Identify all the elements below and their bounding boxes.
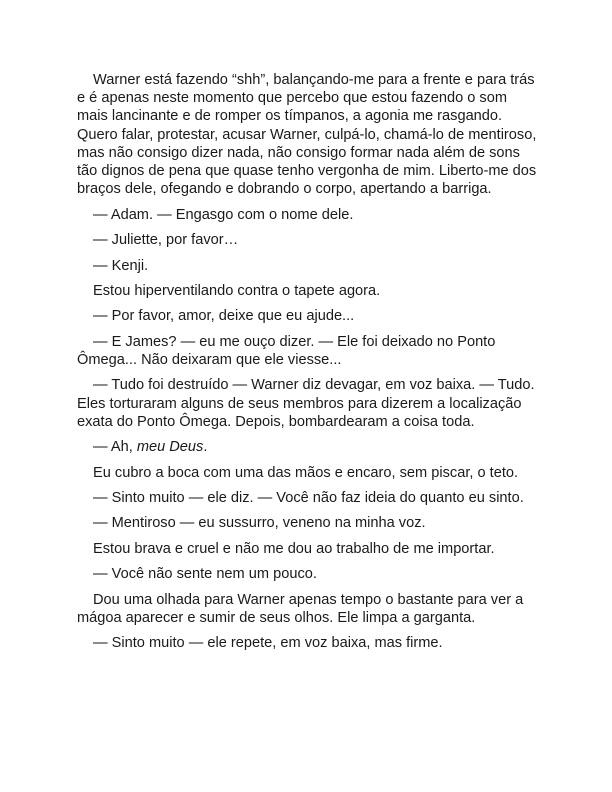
paragraph: — Por favor, amor, deixe que eu ajude... [93,308,355,325]
paragraph: Warner está fazendo “shh”, balançando-me para a frente e para trás e é apenas neste momento que percebo que estou fazendo o som mais lancinante e de romper os tímpanos, a agonia me rasgando. Quero falar, protestar, acusar Warner, culpá-lo, chamá-lo de mentiroso, mas não consigo dizer nada, não consigo formar nada além de sons tão dignos de pena que quase tenho vergonha de mim. Liberto-me dos braços dele, ofegando e dobrando o corpo, apertando a barriga. [77,72,537,198]
paragraph: — Juliette, por favor… [93,232,239,249]
paragraph: — Você não sente nem um pouco. [93,566,317,583]
paragraph: — Mentiroso — eu sussurro, veneno na minha voz. [93,515,426,532]
ah-italic: meu Deus [136,439,204,456]
body-text [77,71,537,660]
paragraph: — E James? — eu me ouço dizer. — Ele foi deixado no Ponto Ômega... Não deixaram que ele viesse... [77,333,496,369]
paragraph: Dou uma olhada para Warner apenas tempo o bastante para ver a mágoa aparecer e sumir de seus olhos. Ele limpa a garganta. [77,591,524,626]
paragraph: — Sinto muito — ele repete, em voz baixa, mas firme. [93,635,443,652]
paragraph: — Sinto muito — ele diz. — Você não faz ideia do quanto eu sinto. [93,490,524,507]
ah-suffix: . [203,439,208,456]
paragraph: — Kenji. [93,257,149,274]
paragraph: Estou hiperventilando contra o tapete agora. [93,283,381,300]
paragraph-ah-meu-deus [77,438,537,456]
paragraph: — Adam. — Engasgo com o nome dele. [93,206,354,223]
paragraph: — Tudo foi destruído — Warner diz devagar, em voz baixa. — Tudo. Eles torturaram alguns de seus membros para dizerem a localização exata do Ponto Ômega. Depois, bombardearam a coisa toda. [77,377,535,430]
paragraph: Estou brava e cruel e não me dou ao trabalho de me importar. [93,540,495,557]
ah-prefix: — Ah, [93,439,137,456]
paragraph: Eu cubro a boca com uma das mãos e encaro, sem piscar, o teto. [93,464,519,481]
